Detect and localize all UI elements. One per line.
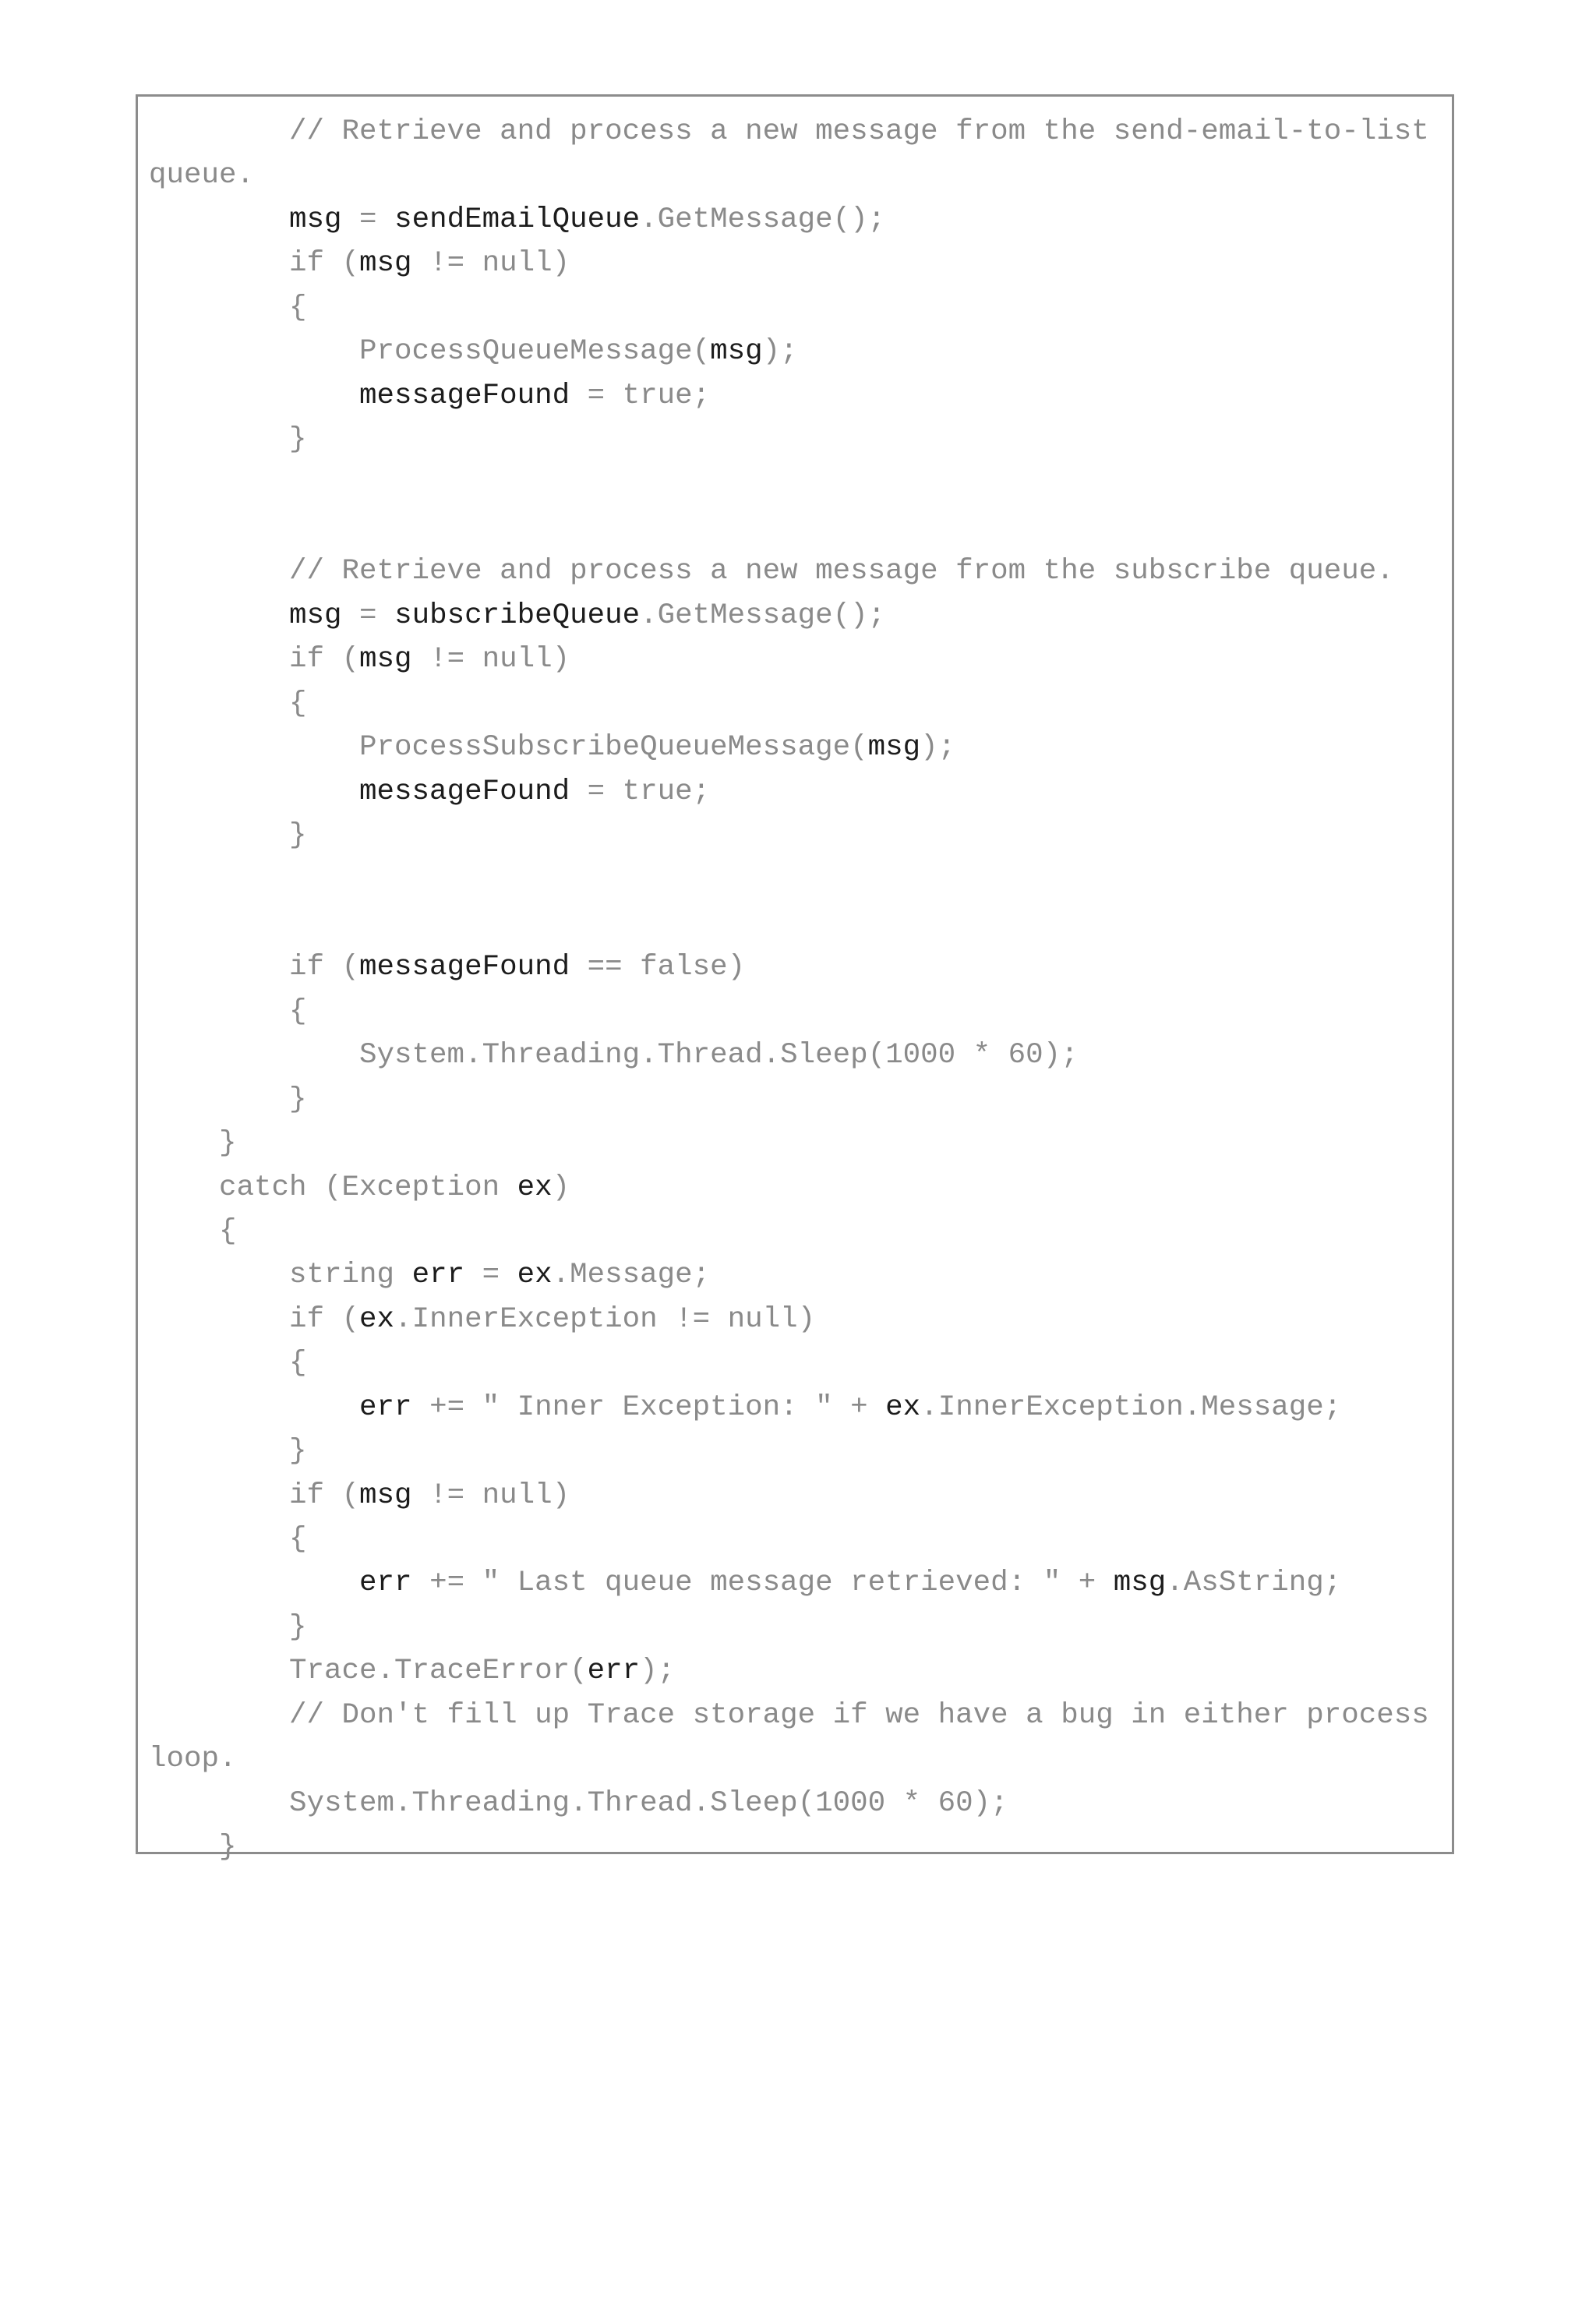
code-token: messageFound bbox=[359, 379, 570, 412]
code-token: } bbox=[149, 1610, 307, 1644]
code-token: ProcessQueueMessage( bbox=[149, 335, 711, 369]
code-token: msg bbox=[289, 599, 342, 632]
code-token: loop. bbox=[149, 1743, 237, 1776]
code-token: if ( bbox=[149, 247, 360, 281]
code-line bbox=[149, 726, 1429, 769]
code-token: msg bbox=[1113, 1567, 1167, 1600]
code-token bbox=[149, 1391, 359, 1424]
code-line bbox=[149, 506, 1429, 549]
code-token: System.Threading.Thread.Sleep(1000 * 60); bbox=[149, 1039, 1079, 1072]
code-token: msg bbox=[359, 643, 412, 677]
code-line bbox=[149, 1429, 1429, 1473]
code-token: if ( bbox=[149, 1479, 360, 1512]
code-line bbox=[149, 110, 1429, 154]
code-line bbox=[149, 1122, 1429, 1165]
code-line bbox=[149, 462, 1429, 506]
code-lines bbox=[149, 110, 1429, 1870]
code-token: // Retrieve and process a new message from the send-email-to-list bbox=[149, 115, 1429, 148]
code-token: ex bbox=[517, 1259, 553, 1292]
code-line bbox=[149, 1825, 1429, 1869]
code-token: msg bbox=[710, 335, 763, 369]
code-line bbox=[149, 902, 1429, 945]
code-token: .InnerException != null) bbox=[394, 1302, 816, 1336]
code-token: msg bbox=[867, 731, 921, 765]
code-token: .GetMessage(); bbox=[640, 599, 886, 632]
code-line bbox=[149, 770, 1429, 814]
code-token bbox=[149, 380, 359, 412]
code-line bbox=[149, 374, 1429, 418]
code-token: .GetMessage(); bbox=[640, 203, 886, 236]
code-token: .AsString; bbox=[1166, 1567, 1342, 1600]
code-token: if ( bbox=[149, 951, 360, 984]
code-line bbox=[149, 1649, 1429, 1693]
code-line bbox=[149, 418, 1429, 461]
code-line bbox=[149, 1033, 1429, 1077]
code-line bbox=[149, 990, 1429, 1033]
code-token: { bbox=[149, 1523, 307, 1556]
code-token: msg bbox=[289, 203, 342, 236]
code-line bbox=[149, 1166, 1429, 1210]
code-token: } bbox=[149, 819, 307, 852]
code-token: != null) bbox=[411, 247, 570, 281]
code-line bbox=[149, 242, 1429, 285]
code-line bbox=[149, 330, 1429, 373]
code-line bbox=[149, 857, 1429, 901]
code-token: = true; bbox=[570, 379, 711, 412]
code-line bbox=[149, 286, 1429, 330]
code-line bbox=[149, 638, 1429, 681]
code-token: sendEmailQueue bbox=[394, 203, 641, 236]
code-token: += " Inner Exception: " + bbox=[411, 1390, 886, 1424]
code-token: ) bbox=[552, 1171, 570, 1204]
code-token bbox=[149, 203, 289, 236]
code-token: string bbox=[149, 1259, 412, 1292]
code-token: err bbox=[359, 1567, 412, 1600]
code-token: { bbox=[149, 1347, 307, 1380]
code-token: .Message; bbox=[552, 1259, 711, 1292]
code-token: err bbox=[587, 1655, 641, 1688]
code-token: ex bbox=[517, 1171, 553, 1204]
code-token: messageFound bbox=[359, 951, 570, 984]
code-token: } bbox=[149, 423, 307, 457]
code-token: } bbox=[149, 1435, 307, 1468]
code-token: .InnerException.Message; bbox=[920, 1390, 1342, 1424]
code-line bbox=[149, 1517, 1429, 1561]
code-line bbox=[149, 1210, 1429, 1253]
code-token: Trace.TraceError( bbox=[149, 1655, 588, 1688]
code-block bbox=[136, 94, 1454, 1864]
code-token: = bbox=[341, 599, 395, 632]
code-token: += " Last queue message retrieved: " + bbox=[411, 1567, 1114, 1600]
code-token: if ( bbox=[149, 1302, 360, 1336]
code-token: { bbox=[149, 995, 307, 1028]
code-token bbox=[149, 599, 289, 632]
code-line bbox=[149, 1078, 1429, 1122]
code-token: msg bbox=[359, 1479, 412, 1512]
code-line bbox=[149, 1474, 1429, 1517]
code-token: msg bbox=[359, 247, 412, 281]
code-token: catch (Exception bbox=[149, 1171, 517, 1204]
code-token: queue. bbox=[149, 159, 255, 193]
code-line bbox=[149, 154, 1429, 197]
code-token: ); bbox=[640, 1655, 676, 1688]
code-line bbox=[149, 682, 1429, 726]
code-token: // Retrieve and process a new message from the subscribe queue. bbox=[149, 555, 1394, 588]
code-token: == false) bbox=[570, 951, 746, 984]
code-token: ex bbox=[885, 1390, 921, 1424]
code-token: { bbox=[149, 687, 307, 720]
code-token: ); bbox=[920, 731, 956, 765]
code-token: } bbox=[149, 1831, 237, 1864]
code-token: { bbox=[149, 1214, 237, 1248]
code-token: ProcessSubscribeQueueMessage( bbox=[149, 731, 868, 765]
code-line bbox=[149, 1298, 1429, 1341]
code-line bbox=[149, 594, 1429, 638]
code-line bbox=[149, 1694, 1429, 1737]
code-line bbox=[149, 1606, 1429, 1649]
code-line bbox=[149, 198, 1429, 242]
code-token: ); bbox=[762, 335, 798, 369]
code-token: subscribeQueue bbox=[394, 599, 641, 632]
code-token: != null) bbox=[411, 643, 570, 677]
code-token: } bbox=[149, 1127, 237, 1161]
code-token: = bbox=[341, 203, 395, 236]
code-line bbox=[149, 945, 1429, 989]
code-token: != null) bbox=[411, 1479, 570, 1512]
code-token bbox=[149, 1567, 359, 1599]
code-token: if ( bbox=[149, 643, 360, 677]
code-line bbox=[149, 1782, 1429, 1825]
code-line bbox=[149, 1253, 1429, 1297]
code-token: err bbox=[359, 1390, 412, 1424]
code-token: = bbox=[464, 1259, 517, 1292]
code-line bbox=[149, 1386, 1429, 1429]
code-token: = true; bbox=[570, 775, 711, 808]
code-token bbox=[149, 775, 359, 808]
code-token: ex bbox=[359, 1302, 395, 1336]
code-line bbox=[149, 549, 1429, 593]
code-token: messageFound bbox=[359, 775, 570, 808]
code-line bbox=[149, 1737, 1429, 1781]
code-line bbox=[149, 1341, 1429, 1385]
code-line bbox=[149, 814, 1429, 857]
code-token: } bbox=[149, 1083, 307, 1116]
code-token: // Don't fill up Trace storage if we have a bug in either process bbox=[149, 1698, 1429, 1732]
code-line bbox=[149, 1561, 1429, 1605]
code-token: err bbox=[411, 1259, 465, 1292]
code-token: { bbox=[149, 291, 307, 324]
code-token: System.Threading.Thread.Sleep(1000 * 60); bbox=[149, 1786, 1008, 1820]
